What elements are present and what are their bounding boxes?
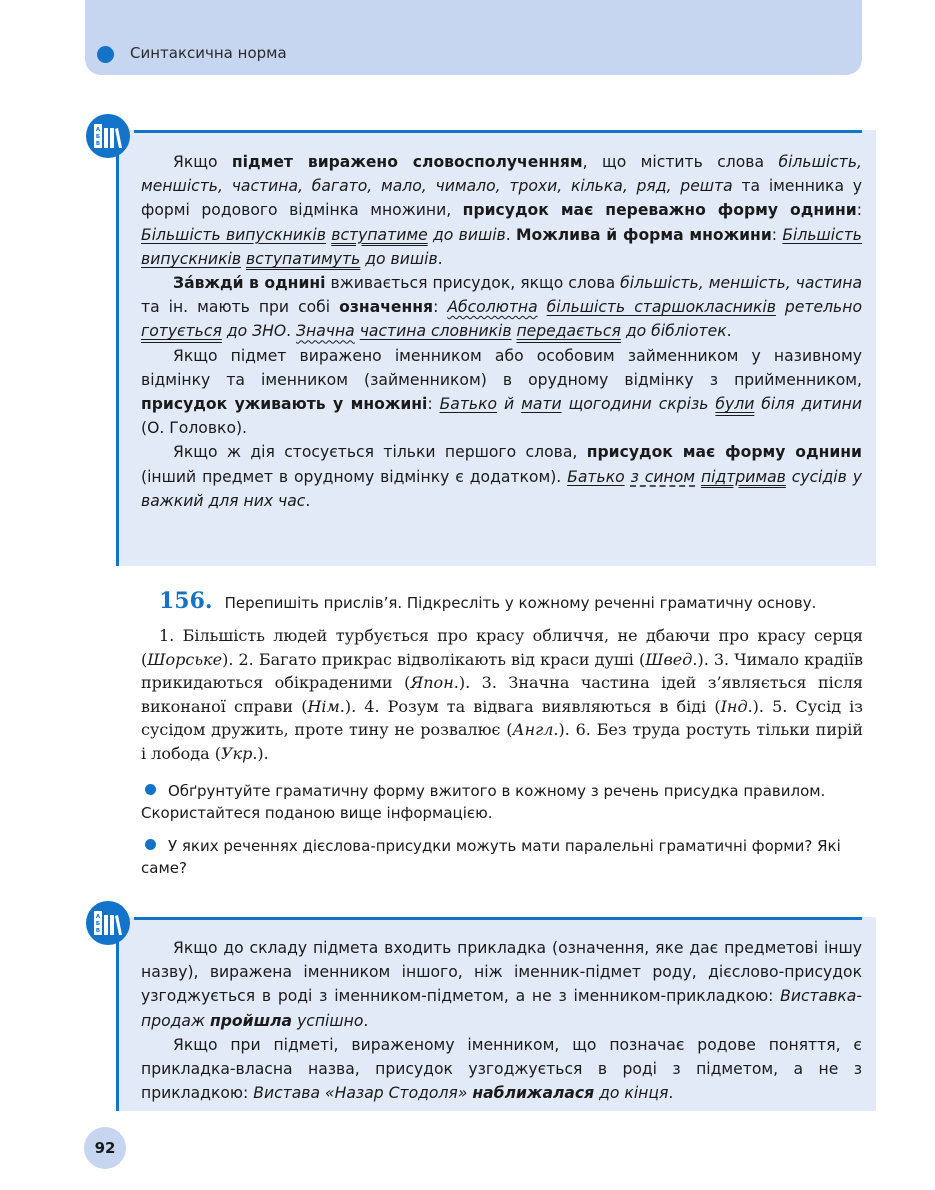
svg-text:Б: Б	[95, 921, 101, 927]
bullet-dot-icon	[97, 46, 114, 63]
proverbs-text: 1. Більшість людей турбується про красу обличчя, не дбаючи про красу серця (Шорське). 2. Багато прикрас відволікають від краси душі (Швед.). 3. Чимало крадіїв прикидаються обікраденими (Япон.). 3. Значна частина ідей з’являється після виконаної справи (Нім.). 4. Розум та відвага виявляються в біді (Інд.). 5. Сусід із сусідом дружить, проте тину не розвалює (Англ.). 6. Без труда ростуть тільки пирій і лобода (Укр.).	[141, 626, 863, 763]
rule1-paragraph-4: Якщо ж дія стосується тільки першого слова, присудок має форму однини (інший предмет в орудному відмінку є додатком). Батько з сином підтримав сусідів у важкий для них час.	[141, 443, 862, 510]
exercise-156	[141, 588, 863, 766]
box-top-line	[134, 917, 862, 920]
rule2-paragraph-2: Якщо при підметі, вираженому іменником, що позначає родове поняття, є прикладка-власна назва, присудок узгоджується в роді з підметом, а не з прикладкою: Вистава «Назар Стодоля» наближалася до кінця.	[141, 1035, 862, 1103]
books-abv-icon	[86, 901, 130, 945]
question-2: У яких реченнях дієслова-присудки можуть мати паралельні граматичні форми? Які саме?	[141, 837, 841, 877]
exercise-number: 156.	[159, 588, 213, 614]
exercise-task: Перепишіть прислів’я. Підкресліть у кожному реченні граматичну основу.	[224, 594, 817, 612]
bullet-dot-icon	[145, 784, 156, 795]
rule-text-2	[141, 936, 862, 1105]
rule1-paragraph-3: Якщо підмет виражено іменником або особовим займенником у називному відмінку та іменником (займенником) в орудному відмінку з прийменником, присудок уживають у множині: Батько й мати щогодини скрізь були біля дитини (О. Головко).	[141, 346, 862, 438]
page-number: 92	[84, 1127, 126, 1169]
bullet-dot-icon	[145, 839, 156, 850]
question-1: Обґрунтуйте граматичну форму вжитого в кожному з речень присудка правилом. Скористайтеся поданою вище інформацією.	[141, 782, 826, 822]
svg-text:В: В	[95, 928, 101, 934]
chapter-header	[85, 0, 862, 75]
svg-text:В: В	[95, 141, 101, 147]
chapter-title: Синтаксична норма	[130, 44, 287, 62]
exercise-body	[141, 624, 863, 766]
books-abv-icon	[86, 114, 130, 158]
exercise-header	[141, 588, 863, 614]
svg-text:А: А	[95, 914, 101, 920]
rule1-paragraph-1: Якщо підмет виражено словосполученням, що містить слова більшість, меншість, частина, багато, мало, чимало, трохи, кілька, ряд, решта та іменника у формі родового відмінка множини, присудок має переважно форму однини: Більшість випускників вступатиме до вишів. Можлива й форма множини: Більшість випускників вступатимуть до вишів.	[141, 153, 862, 268]
svg-text:Б: Б	[95, 134, 101, 140]
box-top-line	[134, 130, 862, 133]
rule1-paragraph-2: За́вжди́ в однині вживається присудок, якщо слова більшість, меншість, частина та ін. мають при собі означення: Абсолютна більшість старшокласників ретельно готується до ЗНО. Значна частина словників передається до бібліотек.	[141, 274, 862, 341]
box-side-line	[116, 917, 119, 1111]
rule-text-1	[141, 150, 862, 513]
rule2-paragraph-1: Якщо до складу підмета входить прикладка (означення, яке дає предметові іншу назву), виражена іменником іншого, ніж іменник-підмет роду, дієслово-присудок узгоджується в роді з іменником-підметом, а не з іменником-прикладкою: Виставка-продаж пройшла успішно.	[141, 939, 862, 1030]
svg-text:А: А	[95, 127, 101, 133]
box-side-line	[116, 130, 119, 566]
